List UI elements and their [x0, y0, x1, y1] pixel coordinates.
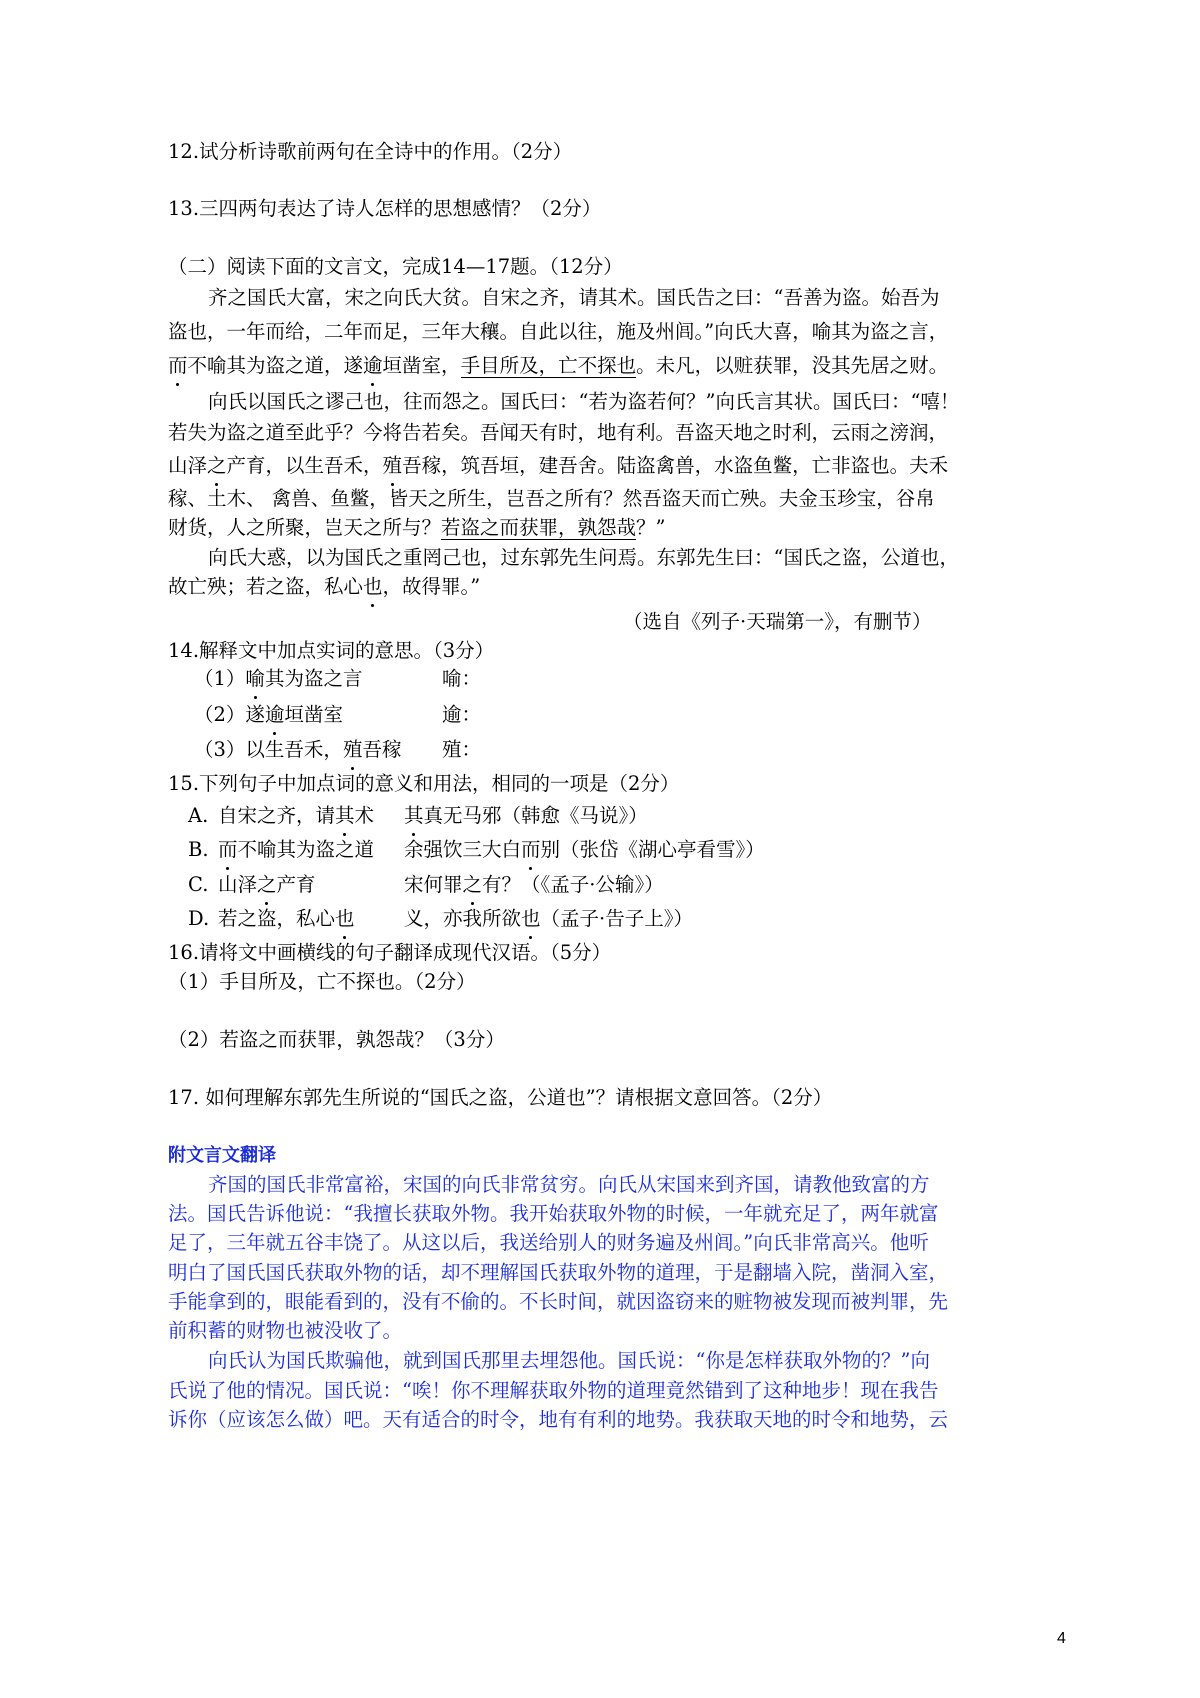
- translation-title: 附文言文翻译: [168, 1145, 276, 1166]
- passage-line: 齐之国氏大富，宋之向氏大贫。自宋之齐，请其术。国氏告之曰：“吾善为盗。始吾为: [208, 286, 940, 309]
- dotted-word: 喻: [245, 667, 265, 690]
- q15-option-right: 义，亦我所欲也（孟子·告子上》）: [404, 907, 693, 930]
- question-16-sub1: （1）手目所及，亡不探也。（2分）: [168, 970, 476, 993]
- dotted-word: 也: [363, 575, 383, 598]
- underlined-sentence: 手目所及，亡不探也: [460, 354, 637, 377]
- q15-option-left: 而不喻其为盗之道: [218, 838, 375, 861]
- q14-item: （3）以生吾禾，殖吾稼: [194, 738, 402, 761]
- passage-line: 财货，人之所聚，岂天之所与？若盗之而获罪，孰怨哉？”: [168, 516, 666, 539]
- passage-line: 向氏以国氏之谬己也，往而怨之。国氏曰：“若为盗若何？”向氏言其状。国氏曰：“嘻！: [208, 390, 960, 413]
- passage-line: 盗也，一年而给，二年而足，三年大穰。自此以往，施及州闾。”向氏大喜，喻其为盗之言，: [168, 320, 949, 343]
- dotted-word: 之: [462, 873, 483, 896]
- q14-item: （2）遂逾垣凿室: [194, 703, 343, 726]
- translation-line: 法。国氏告诉他说：“我擅长获取外物。我开始获取外物的时候，一年就充足了，两年就富: [168, 1202, 939, 1225]
- dotted-word: 而: [168, 354, 188, 377]
- passage-line: 若失为盗之道至此乎？今将告若矣。吾闻天有时，地有利。吾盗天地之时利，云雨之滂润，: [168, 421, 949, 444]
- question-17: 17. 如何理解东郭先生所说的“国氏之盗，公道也”？请根据文意回答。（2分）: [168, 1086, 833, 1109]
- translation-line: 向氏认为国氏欺骗他，就到国氏那里去埋怨他。国氏说：“你是怎样获取外物的？”向: [208, 1349, 930, 1372]
- passage-source: （选自《列子·天瑞第一》，有删节）: [623, 610, 932, 633]
- passage-line: 而不喻其为盗之道，遂逾垣凿室，手目所及，亡不探也。未凡，以赃获罪，没其先居之财。: [168, 354, 949, 377]
- translation-line: 手能拿到的，眼能看到的，没有不偷的。不长时间，就因盗窃来的赃物被发现而被判罪，先: [168, 1290, 949, 1313]
- q15-option-letter: A.: [188, 804, 209, 827]
- q15-option-right: 宋何罪之有？（《孟子·公输》）: [404, 873, 664, 896]
- translation-line: 明白了国氏国氏获取外物的话，却不理解国氏获取外物的道理，于是翻墙入院，凿洞入室，: [168, 1261, 949, 1284]
- q15-option-left: 山泽之产育: [218, 873, 316, 896]
- dotted-word: 殖: [382, 454, 403, 477]
- question-12: 12.试分析诗歌前两句在全诗中的作用。（2分）: [168, 140, 573, 163]
- dotted-word: 其: [335, 804, 355, 827]
- passage-line: 故亡殃；若之盗，私心也，故得罪。”: [168, 575, 481, 598]
- dotted-word: 逾: [264, 703, 285, 726]
- section-2-heading: （二）阅读下面的文言文，完成14—17题。（12分）: [168, 255, 623, 278]
- translation-line: 齐国的国氏非常富裕，宋国的向氏非常贫穷。向氏从宋国来到齐国，请教他致富的方: [208, 1173, 930, 1196]
- question-16-stem: 16.请将文中画横线的句子翻译成现代汉语。（5分）: [168, 941, 612, 964]
- translation-line: 诉你（应该怎么做）吧。天有适合的时令，地有有利的地势。我获取天地的时令和地势，云: [168, 1408, 949, 1431]
- dotted-word: 殖: [342, 738, 363, 761]
- dotted-word: 也: [521, 907, 541, 930]
- passage-line: 向氏大惑，以为国氏之重罔己也，过东郭先生问焉。东郭先生曰：“国氏之盗，公道也，: [208, 546, 959, 569]
- q15-option-letter: B.: [188, 838, 209, 861]
- dotted-word: 之: [207, 454, 227, 477]
- dotted-word: 而: [218, 838, 238, 861]
- q15-option-letter: C.: [188, 873, 209, 896]
- q15-option-right: 余强饮三大白而别（张岱《湖心亭看雪》）: [404, 838, 765, 861]
- question-13: 13.三四两句表达了诗人怎样的思想感情？（2分）: [168, 197, 602, 220]
- question-16-sub2: （2）若盗之而获罪，孰怨哉？（3分）: [168, 1028, 505, 1051]
- passage-line: 稼、土木、 禽兽、鱼鳖，皆天之所生，岂吾之所有？然吾盗天而亡殃。夫金玉珍宝，谷帛: [168, 487, 935, 510]
- q14-answer-label: 喻：: [442, 667, 482, 690]
- question-14-stem: 14.解释文中加点实词的意思。（3分）: [168, 639, 495, 662]
- passage-line: 山泽之产育，以生吾禾，殖吾稼，筑吾垣，建吾舍。陆盗禽兽，水盗鱼鳖，亡非盗也。夫禾: [168, 454, 949, 477]
- translation-line: 足了，三年就五谷丰饶了。从这以后，我送给别人的财务遍及州闾。”向氏非常高兴。他听: [168, 1231, 929, 1254]
- q14-answer-label: 逾：: [442, 703, 482, 726]
- dotted-word: 逾: [363, 354, 383, 377]
- q15-option-letter: D.: [188, 907, 210, 930]
- dotted-word: 之: [257, 873, 277, 896]
- q15-option-right: 其真无马邪（韩愈《马说》）: [404, 804, 648, 827]
- q14-answer-label: 殖：: [442, 738, 482, 761]
- question-15-stem: 15.下列句子中加点词的意义和用法，相同的一项是（2分）: [168, 772, 680, 795]
- underlined-sentence: 若盗之而获罪，孰怨哉: [441, 516, 637, 539]
- translation-line: 氏说了他的情况。国氏说：“唉！你不理解获取外物的道理竟然错到了这种地步！现在我告: [168, 1379, 939, 1402]
- dotted-word: 而: [521, 838, 541, 861]
- dotted-word: 也: [335, 907, 355, 930]
- q15-option-left: 若之盗，私心也: [218, 907, 355, 930]
- translation-line: 前积蓄的财物也被没收了。: [168, 1319, 403, 1342]
- page-number: 4: [1057, 1630, 1066, 1647]
- q14-item: （1）喻其为盗之言: [194, 667, 363, 690]
- q15-option-left: 自宋之齐，请其术: [218, 804, 375, 827]
- dotted-word: 其: [404, 804, 424, 827]
